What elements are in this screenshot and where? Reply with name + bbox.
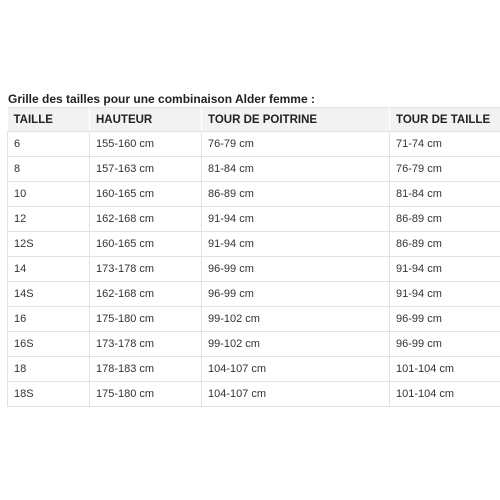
cell-tour-de-taille: 101-104 cm <box>390 357 500 382</box>
cell-tour-de-taille: 71-74 cm <box>390 132 500 157</box>
cell-taille: 10 <box>8 182 90 207</box>
cell-tour-de-poitrine: 104-107 cm <box>202 382 390 407</box>
table-row <box>8 132 500 157</box>
cell-taille: 16 <box>8 307 90 332</box>
cell-taille: 18S <box>8 382 90 407</box>
cell-hauteur: 160-165 cm <box>90 232 202 257</box>
cell-tour-de-poitrine: 99-102 cm <box>202 307 390 332</box>
cell-taille: 16S <box>8 332 90 357</box>
cell-hauteur: 178-183 cm <box>90 357 202 382</box>
cell-hauteur: 173-178 cm <box>90 332 202 357</box>
cell-taille: 18 <box>8 357 90 382</box>
cell-tour-de-poitrine: 99-102 cm <box>202 332 390 357</box>
table-row <box>8 282 500 307</box>
header-taille: TAILLE <box>8 108 90 132</box>
cell-tour-de-taille: 86-89 cm <box>390 207 500 232</box>
cell-tour-de-taille: 81-84 cm <box>390 182 500 207</box>
cell-hauteur: 175-180 cm <box>90 307 202 332</box>
table-row <box>8 332 500 357</box>
cell-hauteur: 160-165 cm <box>90 182 202 207</box>
cell-tour-de-poitrine: 104-107 cm <box>202 357 390 382</box>
cell-tour-de-poitrine: 96-99 cm <box>202 282 390 307</box>
table-body <box>8 132 500 407</box>
table-row <box>8 307 500 332</box>
table-row <box>8 257 500 282</box>
header-tour-de-taille: TOUR DE TAILLE <box>390 108 500 132</box>
cell-taille: 14S <box>8 282 90 307</box>
cell-tour-de-taille: 86-89 cm <box>390 232 500 257</box>
cell-tour-de-poitrine: 91-94 cm <box>202 207 390 232</box>
header-tour-de-poitrine: TOUR DE POITRINE <box>202 108 390 132</box>
cell-hauteur: 175-180 cm <box>90 382 202 407</box>
table-row <box>8 232 500 257</box>
cell-tour-de-poitrine: 91-94 cm <box>202 232 390 257</box>
cell-tour-de-taille: 76-79 cm <box>390 157 500 182</box>
cell-taille: 14 <box>8 257 90 282</box>
cell-tour-de-taille: 91-94 cm <box>390 257 500 282</box>
cell-hauteur: 173-178 cm <box>90 257 202 282</box>
table-row <box>8 207 500 232</box>
cell-hauteur: 157-163 cm <box>90 157 202 182</box>
table-row <box>8 157 500 182</box>
cell-taille: 12 <box>8 207 90 232</box>
cell-hauteur: 155-160 cm <box>90 132 202 157</box>
cell-hauteur: 162-168 cm <box>90 282 202 307</box>
cell-taille: 6 <box>8 132 90 157</box>
table-caption: Grille des tailles pour une combinaison Alder femme : <box>8 92 315 106</box>
cell-tour-de-poitrine: 86-89 cm <box>202 182 390 207</box>
size-chart-table <box>7 107 500 407</box>
table-header-row <box>8 108 500 132</box>
cell-tour-de-taille: 101-104 cm <box>390 382 500 407</box>
table-row <box>8 382 500 407</box>
cell-tour-de-poitrine: 96-99 cm <box>202 257 390 282</box>
cell-tour-de-poitrine: 81-84 cm <box>202 157 390 182</box>
cell-hauteur: 162-168 cm <box>90 207 202 232</box>
table-row <box>8 357 500 382</box>
header-hauteur: HAUTEUR <box>90 108 202 132</box>
cell-tour-de-taille: 91-94 cm <box>390 282 500 307</box>
cell-tour-de-poitrine: 76-79 cm <box>202 132 390 157</box>
cell-taille: 8 <box>8 157 90 182</box>
cell-tour-de-taille: 96-99 cm <box>390 307 500 332</box>
cell-tour-de-taille: 96-99 cm <box>390 332 500 357</box>
table-row <box>8 182 500 207</box>
cell-taille: 12S <box>8 232 90 257</box>
